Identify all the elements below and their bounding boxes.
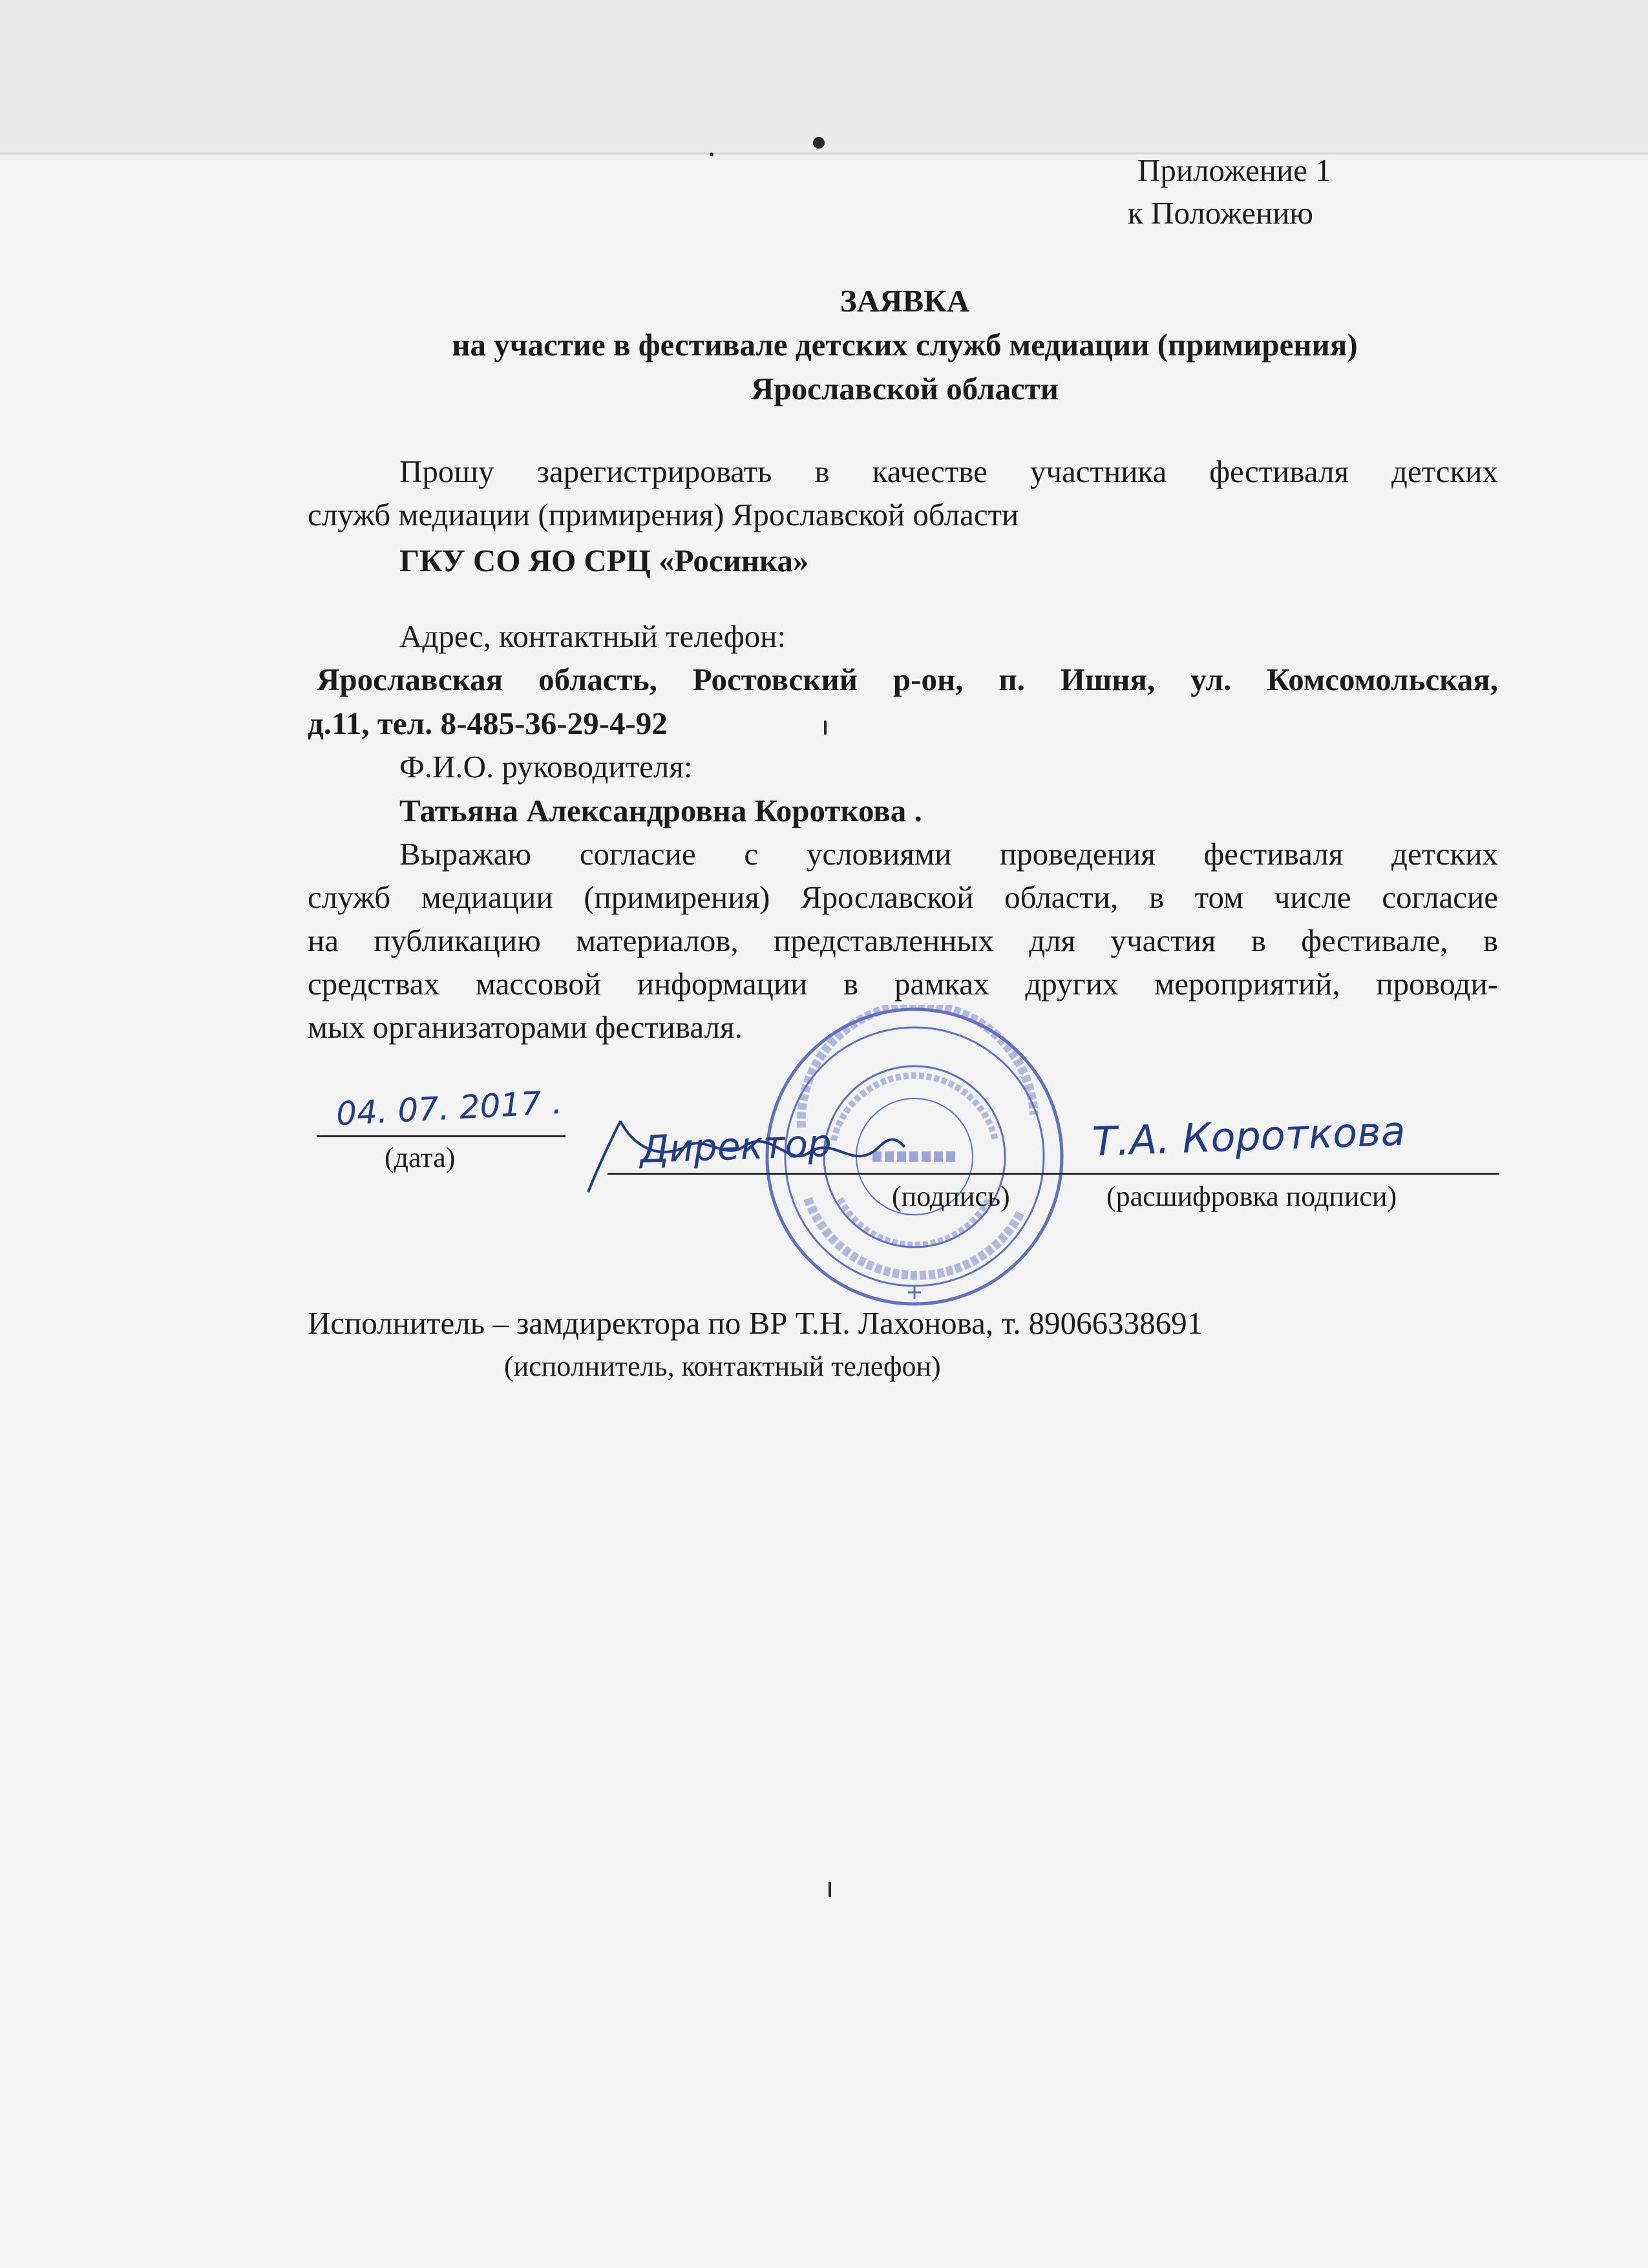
consent-text-line: служб медиации (примирения) Ярославской области, в том числе согласие [308,879,1498,915]
address-phone-line: д.11, тел. 8-485-36-29-4-92 [308,706,668,741]
document-subtitle-region: Ярославской области [750,371,1059,406]
document-title: ЗАЯВКА [840,283,970,319]
consent-text-line: средствах массовой информации в рамках других мероприятий, проводи- [308,966,1498,1002]
date-caption: (дата) [385,1142,456,1173]
date-line [317,1135,565,1137]
handwritten-decoding: Т.А. Короткова [1091,1107,1406,1166]
appendix-number: Приложение 1 [1137,152,1331,188]
stamp-asterisk [908,1286,921,1299]
scan-top-band [0,0,1648,155]
handwritten-date: 04. 07. 2017 . [335,1083,564,1133]
signature-line [607,1173,1499,1175]
director-name: Татьяна Александровна Короткова . [399,793,922,828]
address-label: Адрес, контактный телефон: [399,618,787,654]
request-text-line: Прошу зарегистрировать в качестве участника фестиваля детских [399,454,1498,489]
consent-text-line: мых организаторами фестиваля. [308,1009,743,1045]
document-subtitle: на участие в фестивале детских служб медиации (примирения) [452,327,1358,362]
consent-text-line: на публикацию материалов, представленных для участия в фестивале, в [308,923,1498,958]
director-label: Ф.И.О. руководителя: [399,749,693,784]
scan-speck [829,1882,831,1897]
signature-decoding-caption: (расшифровка подписи) [1106,1181,1397,1212]
request-text-line: служб медиации (примирения) Ярославской области [308,497,1019,532]
signature-caption: (подпись) [892,1181,1010,1212]
scan-speck [710,152,713,156]
organization-name: ГКУ СО ЯО СРЦ «Росинка» [399,543,809,578]
consent-text-line: Выражаю согласие с условиями проведения фестиваля детских [399,836,1498,872]
handwritten-signature: Директор [639,1120,832,1172]
appendix-reference: к Положению [1128,195,1314,231]
scan-page-edge [0,152,1648,154]
executor-line: Исполнитель – замдиректора по ВР Т.Н. Лахонова, т. 89066338691 [308,1305,1203,1341]
scan-speck [813,137,825,149]
address-line: Ярославская область, Ростовский р-он, п. Ишня, ул. Комсомольская, [317,662,1498,697]
scan-speck [824,720,827,735]
executor-caption: (исполнитель, контактный телефон) [504,1350,941,1382]
